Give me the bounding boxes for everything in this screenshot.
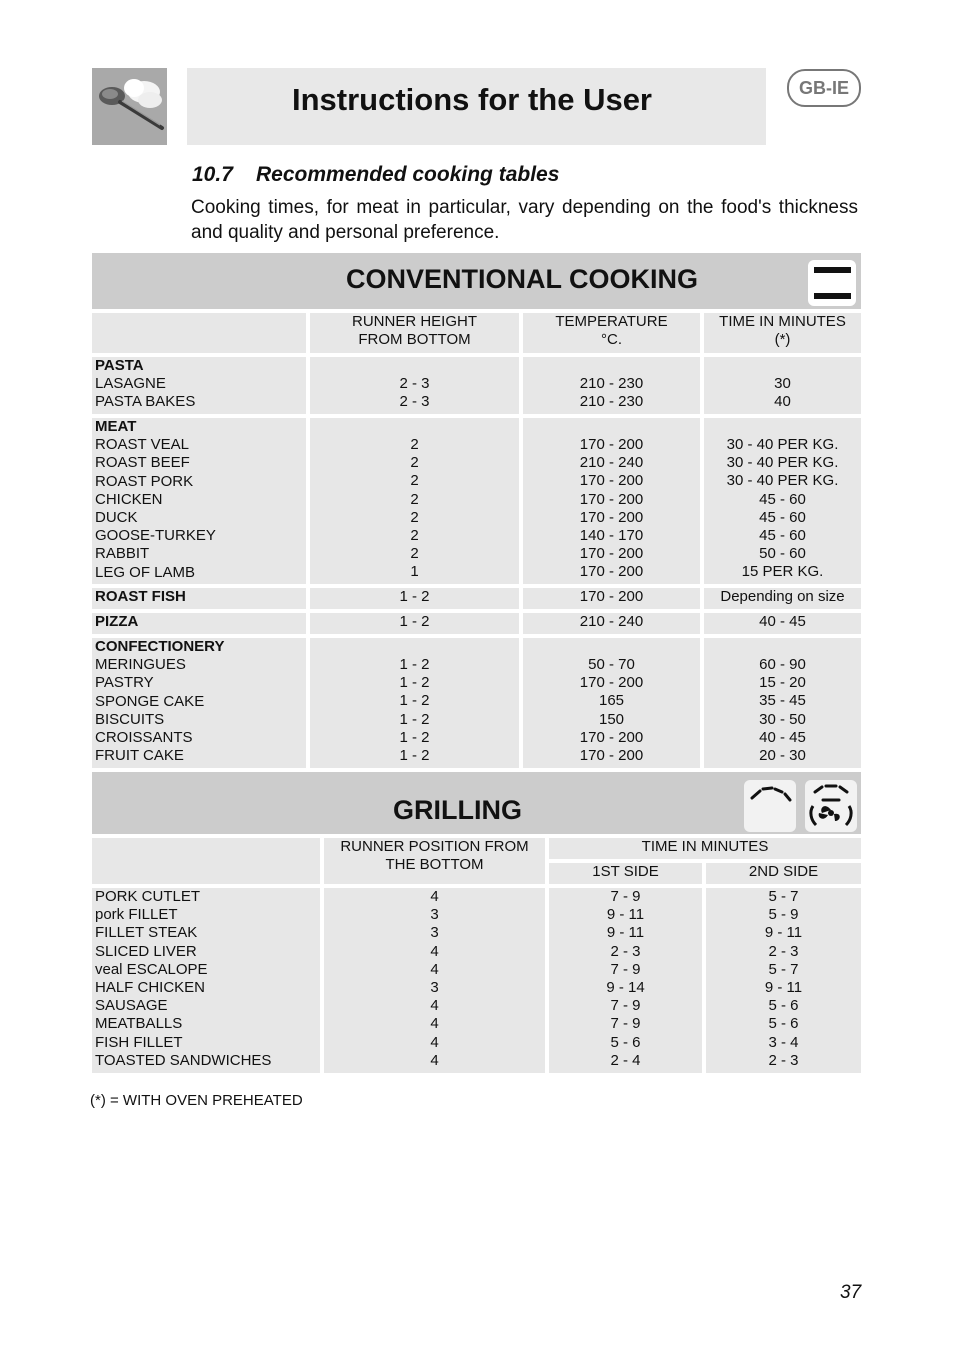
page-title: Instructions for the User xyxy=(292,82,652,117)
temp-value: 210 - 240 xyxy=(579,454,644,472)
temp-value: 170 - 200 xyxy=(579,436,644,453)
runner-value: 2 xyxy=(410,454,419,472)
col-header-text: (*) xyxy=(774,331,791,349)
group-pasta-items xyxy=(92,357,306,414)
runner-value: 2 xyxy=(410,527,419,545)
time-value: 5 - 6 xyxy=(768,1015,799,1033)
runner-value: 1 - 2 xyxy=(399,674,430,692)
food-item: SAUSAGE xyxy=(95,997,168,1015)
time-value: 35 - 45 xyxy=(759,692,806,710)
runner-value: 1 xyxy=(410,563,419,581)
time-value: 45 - 60 xyxy=(759,508,806,526)
time-value: 5 - 7 xyxy=(768,888,799,905)
runner-value: 1 - 2 xyxy=(399,692,430,710)
food-item: LEG OF LAMB xyxy=(95,563,196,581)
grill-element-icon xyxy=(744,780,796,832)
grilling-header xyxy=(92,772,861,834)
group-name: PASTA xyxy=(95,357,144,374)
time-value: 5 - 6 xyxy=(768,997,799,1015)
runner-value: 2 - 3 xyxy=(399,375,430,392)
time-value: 15 - 20 xyxy=(759,674,806,692)
time-value: 40 - 45 xyxy=(759,728,806,746)
runner-value: 2 xyxy=(410,545,419,563)
time-value: 2 - 3 xyxy=(768,942,799,960)
food-item: GOOSE-TURKEY xyxy=(95,527,216,545)
grill-items xyxy=(92,888,320,1073)
conventional-cooking-title: CONVENTIONAL COOKING xyxy=(346,264,699,294)
time-value: 7 - 9 xyxy=(610,1015,641,1033)
time-value: 20 - 30 xyxy=(759,747,806,765)
runner-value: 4 xyxy=(430,997,439,1015)
food-item: RABBIT xyxy=(95,545,150,563)
runner-value: 2 - 3 xyxy=(399,393,430,411)
group-pasta-runner xyxy=(310,357,519,414)
runner-value: 1 - 2 xyxy=(399,747,430,765)
time-value: 60 - 90 xyxy=(759,656,806,673)
section-heading xyxy=(192,163,559,187)
group-name: MEAT xyxy=(95,418,137,435)
temp-value: 170 - 200 xyxy=(579,728,644,746)
time-value: 5 - 7 xyxy=(768,960,799,978)
col-header-2nd-side: 2ND SIDE xyxy=(706,863,861,884)
time-value: 7 - 9 xyxy=(610,888,641,905)
col-header-runner xyxy=(310,313,519,353)
col-header-text: TIME IN MINUTES xyxy=(719,313,846,330)
runner-value: 4 xyxy=(430,888,439,905)
runner-value: 4 xyxy=(430,1015,439,1033)
col-header-runner-position xyxy=(324,838,545,884)
runner-value: 3 xyxy=(430,906,439,924)
col-header-1st-side: 1ST SIDE xyxy=(549,863,702,884)
fan-grill-icon xyxy=(805,780,857,832)
food-item: PASTA BAKES xyxy=(95,393,196,411)
food-item: CROISSANTS xyxy=(95,729,193,747)
group-pizza-runner: 1 - 2 xyxy=(310,613,519,634)
col-header-text: RUNNER POSITION FROM xyxy=(340,838,529,855)
group-pizza-name: PIZZA xyxy=(92,613,306,634)
top-bottom-heating-icon xyxy=(808,260,856,306)
language-badge: GB-IE xyxy=(787,69,861,107)
grill-2nd-side xyxy=(706,888,861,1073)
food-item: PASTRY xyxy=(95,674,154,692)
food-item: PORK CUTLET xyxy=(95,888,201,905)
col-header-time xyxy=(704,313,861,353)
food-item: BISCUITS xyxy=(95,710,165,728)
intro-paragraph: Cooking times, for meat in particular, vary depending on the food's thickness and quality and personal preference. xyxy=(191,197,858,243)
time-value: 2 - 4 xyxy=(610,1051,641,1069)
col-header-text: RUNNER HEIGHT xyxy=(351,313,477,330)
header-blank xyxy=(92,838,320,884)
runner-value: 3 xyxy=(430,924,439,942)
col-header-text: FROM BOTTOM xyxy=(358,331,471,349)
food-item: FISH FILLET xyxy=(95,1033,183,1051)
time-value: 9 - 11 xyxy=(606,924,645,942)
group-roast-fish-time: Depending on size xyxy=(704,588,861,609)
time-value: 15 PER KG. xyxy=(741,563,824,581)
time-value: 2 - 3 xyxy=(610,942,641,960)
time-value: 7 - 9 xyxy=(610,960,641,978)
food-item: ROAST BEEF xyxy=(95,454,190,472)
time-value: 40 xyxy=(774,393,791,411)
time-value: 30 - 50 xyxy=(759,710,806,728)
time-value: 45 - 60 xyxy=(759,527,806,545)
time-value: 9 - 14 xyxy=(606,979,645,997)
temp-value: 210 - 230 xyxy=(579,375,644,392)
food-item: SLICED LIVER xyxy=(95,942,197,960)
food-item: TOASTED SANDWICHES xyxy=(95,1051,272,1069)
group-name: CONFECTIONERY xyxy=(95,638,225,655)
group-roast-fish-runner: 1 - 2 xyxy=(310,588,519,609)
runner-value: 4 xyxy=(430,1051,439,1069)
food-item: FRUIT CAKE xyxy=(95,747,184,765)
time-value: 30 - 40 PER KG. xyxy=(726,472,839,490)
runner-value: 2 xyxy=(410,436,419,453)
temp-value: 170 - 200 xyxy=(579,747,644,765)
spoon-and-chef-hat-icon xyxy=(92,68,167,145)
runner-value: 2 xyxy=(410,490,419,508)
footnote: (*) = WITH OVEN PREHEATED xyxy=(90,1092,303,1109)
grill-1st-side xyxy=(549,888,702,1073)
col-header-text: TEMPERATURE xyxy=(555,313,668,330)
food-item: HALF CHICKEN xyxy=(95,979,206,997)
group-confectionery-runner xyxy=(310,638,519,768)
time-value: 7 - 9 xyxy=(610,997,641,1015)
col-header-time: TIME IN MINUTES xyxy=(549,838,861,859)
temp-value: 170 - 200 xyxy=(579,674,644,692)
time-value: 2 - 3 xyxy=(768,1051,799,1069)
section-number: 10.7 xyxy=(192,163,233,186)
group-meat-time xyxy=(704,418,861,584)
runner-value: 3 xyxy=(430,979,439,997)
food-item: DUCK xyxy=(95,509,138,527)
food-item: CHICKEN xyxy=(95,490,163,508)
conventional-cooking-header xyxy=(92,253,861,309)
group-confectionery-time xyxy=(704,638,861,768)
food-item: ROAST VEAL xyxy=(95,436,189,454)
food-item: MEATBALLS xyxy=(95,1015,183,1033)
runner-value: 4 xyxy=(430,942,439,960)
time-value: 30 xyxy=(774,375,791,392)
group-pasta-time xyxy=(704,357,861,414)
runner-value: 4 xyxy=(430,1033,439,1051)
runner-value: 1 - 2 xyxy=(399,728,430,746)
temp-value: 50 - 70 xyxy=(588,656,635,673)
time-value: 5 - 6 xyxy=(610,1033,641,1051)
col-header-text: THE BOTTOM xyxy=(385,856,484,874)
temp-value: 165 xyxy=(598,692,625,710)
food-item: pork FILLET xyxy=(95,906,178,924)
col-header-temperature xyxy=(523,313,700,353)
food-item: SPONGE CAKE xyxy=(95,692,205,710)
header-blank xyxy=(92,313,306,353)
time-value: 45 - 60 xyxy=(759,490,806,508)
group-roast-fish-name: ROAST FISH xyxy=(92,588,306,609)
time-value: 5 - 9 xyxy=(768,906,799,924)
section-title: Recommended cooking tables xyxy=(256,163,560,186)
grilling-title: GRILLING xyxy=(393,795,522,825)
group-pizza-time: 40 - 45 xyxy=(704,613,861,634)
runner-value: 1 - 2 xyxy=(399,710,430,728)
group-confectionery-items xyxy=(92,638,306,768)
time-value: 30 - 40 PER KG. xyxy=(726,454,839,472)
food-item: veal ESCALOPE xyxy=(95,960,208,978)
runner-value: 4 xyxy=(430,960,439,978)
temp-value: 210 - 230 xyxy=(579,393,644,411)
runner-value: 2 xyxy=(410,508,419,526)
time-value: 9 - 11 xyxy=(764,979,803,997)
logo xyxy=(92,68,167,145)
group-meat-items xyxy=(92,418,306,584)
group-pizza-temp: 210 - 240 xyxy=(523,613,700,634)
temp-value: 170 - 200 xyxy=(579,508,644,526)
group-meat-runner xyxy=(310,418,519,584)
time-value: 9 - 11 xyxy=(764,924,803,942)
temp-value: 150 xyxy=(598,710,625,728)
group-confectionery-temp xyxy=(523,638,700,768)
time-value: 30 - 40 PER KG. xyxy=(726,436,839,453)
runner-value: 1 - 2 xyxy=(399,656,430,673)
temp-value: 170 - 200 xyxy=(579,472,644,490)
col-header-text: °C. xyxy=(601,331,622,349)
page-number: 37 xyxy=(840,1282,862,1303)
temp-value: 170 - 200 xyxy=(579,563,644,581)
group-pasta-temp xyxy=(523,357,700,414)
group-meat-temp xyxy=(523,418,700,584)
food-item: ROAST PORK xyxy=(95,472,194,490)
title-bar xyxy=(187,68,766,145)
temp-value: 170 - 200 xyxy=(579,545,644,563)
grill-runner xyxy=(324,888,545,1073)
runner-value: 2 xyxy=(410,472,419,490)
group-roast-fish-temp: 170 - 200 xyxy=(523,588,700,609)
time-value: 3 - 4 xyxy=(768,1033,799,1051)
temp-value: 140 - 170 xyxy=(579,527,644,545)
time-value: 9 - 11 xyxy=(606,906,645,924)
time-value: 50 - 60 xyxy=(759,545,806,563)
temp-value: 170 - 200 xyxy=(579,490,644,508)
food-item: LASAGNE xyxy=(95,375,166,393)
food-item: FILLET STEAK xyxy=(95,924,198,942)
food-item: MERINGUES xyxy=(95,656,186,674)
